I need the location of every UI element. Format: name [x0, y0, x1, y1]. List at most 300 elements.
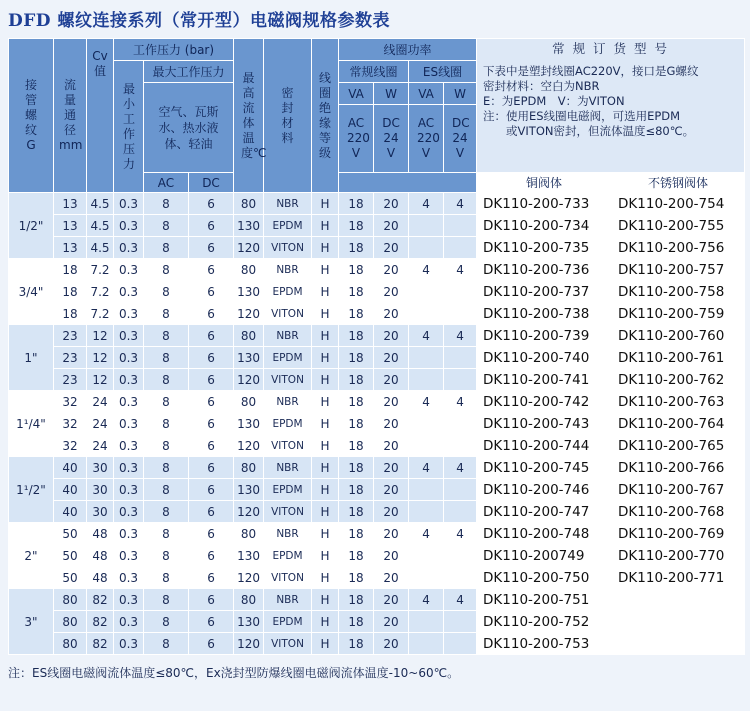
cell-cv: 4.5	[87, 215, 114, 237]
brass-model-cell: DK110-200-746	[477, 479, 612, 501]
cell-min: 0.3	[114, 413, 144, 435]
cell-cv: 82	[87, 611, 114, 633]
cell-va: 18	[339, 237, 374, 259]
cell-dn: 18	[54, 281, 87, 303]
cell-va: 18	[339, 215, 374, 237]
header-temp: 最高流体温度℃	[234, 39, 264, 193]
cell-min: 0.3	[114, 237, 144, 259]
table-row	[9, 215, 745, 237]
cell-w: 20	[374, 501, 409, 523]
cell-seal: VITON	[264, 237, 312, 259]
cell-va: 18	[339, 325, 374, 347]
cell-es-w: 4	[444, 325, 477, 347]
cell-min: 0.3	[114, 457, 144, 479]
brass-model-cell: DK110-200-744	[477, 435, 612, 457]
cell-es-w	[444, 347, 477, 369]
header-ac220: AC 220 V	[339, 105, 374, 173]
cell-cv: 4.5	[87, 193, 114, 215]
cell-dn: 13	[54, 237, 87, 259]
cell-dc: 6	[189, 347, 234, 369]
cell-ins: H	[312, 303, 339, 325]
cell-va: 18	[339, 523, 374, 545]
cell-seal: NBR	[264, 457, 312, 479]
header-dc: DC	[189, 173, 234, 193]
cell-cv: 48	[87, 523, 114, 545]
brass-model-cell: DK110-200-745	[477, 457, 612, 479]
cell-cv: 24	[87, 391, 114, 413]
cell-es-va	[409, 567, 444, 589]
order-note-2: 密封材料：空白为NBR	[483, 79, 600, 93]
brass-model-cell: DK110-200-734	[477, 215, 612, 237]
stainless-model-cell: DK110-200-764	[612, 413, 745, 435]
cell-es-va: 4	[409, 259, 444, 281]
cell-temp: 130	[234, 215, 264, 237]
cell-min: 0.3	[114, 567, 144, 589]
order-description	[477, 39, 745, 173]
cell-cv: 82	[87, 589, 114, 611]
cell-seal: EPDM	[264, 611, 312, 633]
cell-temp: 120	[234, 567, 264, 589]
cell-cv: 7.2	[87, 281, 114, 303]
brass-model-cell: DK110-200-748	[477, 523, 612, 545]
cell-temp: 120	[234, 501, 264, 523]
cell-es-w: 4	[444, 589, 477, 611]
cell-temp: 80	[234, 193, 264, 215]
cell-dn: 23	[54, 347, 87, 369]
cell-es-va	[409, 215, 444, 237]
cell-seal: NBR	[264, 325, 312, 347]
cell-es-w: 4	[444, 391, 477, 413]
brass-model-cell: DK110-200-737	[477, 281, 612, 303]
cell-min: 0.3	[114, 215, 144, 237]
table-header	[9, 39, 745, 193]
order-note-1: 下表中是塑封线圈AC220V，接口是G螺纹	[483, 64, 699, 78]
cell-ac: 8	[144, 567, 189, 589]
cell-w: 20	[374, 457, 409, 479]
cell-es-va	[409, 303, 444, 325]
cell-min: 0.3	[114, 501, 144, 523]
cell-ins: H	[312, 347, 339, 369]
cell-ins: H	[312, 281, 339, 303]
table-row	[9, 391, 745, 413]
cell-w: 20	[374, 259, 409, 281]
table-row	[9, 633, 745, 655]
cell-cv: 48	[87, 567, 114, 589]
cell-ins: H	[312, 259, 339, 281]
header-max-pressure: 最大工作压力	[144, 61, 234, 83]
cell-temp: 130	[234, 413, 264, 435]
cell-dn: 23	[54, 325, 87, 347]
cell-cv: 7.2	[87, 259, 114, 281]
cell-va: 18	[339, 545, 374, 567]
header-ac: AC	[144, 173, 189, 193]
cell-temp: 130	[234, 281, 264, 303]
cell-ac: 8	[144, 193, 189, 215]
stainless-model-cell: DK110-200-763	[612, 391, 745, 413]
cell-w: 20	[374, 325, 409, 347]
cell-es-w: 4	[444, 523, 477, 545]
cell-es-va	[409, 479, 444, 501]
table-row	[9, 413, 745, 435]
cell-cv: 24	[87, 413, 114, 435]
cell-es-va	[409, 347, 444, 369]
stainless-model-cell: DK110-200-767	[612, 479, 745, 501]
cell-temp: 80	[234, 325, 264, 347]
cell-dn: 40	[54, 479, 87, 501]
cell-es-va: 4	[409, 589, 444, 611]
cell-cv: 12	[87, 325, 114, 347]
spec-table	[8, 38, 745, 655]
cell-ins: H	[312, 501, 339, 523]
cell-min: 0.3	[114, 325, 144, 347]
cell-ac: 8	[144, 369, 189, 391]
cell-min: 0.3	[114, 479, 144, 501]
table-row	[9, 567, 745, 589]
cell-min: 0.3	[114, 369, 144, 391]
cell-temp: 120	[234, 369, 264, 391]
brass-model-cell: DK110-200-740	[477, 347, 612, 369]
cell-es-va	[409, 281, 444, 303]
cell-temp: 130	[234, 347, 264, 369]
cell-ac: 8	[144, 501, 189, 523]
cell-es-w	[444, 545, 477, 567]
header-standard-coil: 常规线圈	[339, 61, 409, 83]
cell-es-va	[409, 545, 444, 567]
table-row	[9, 369, 745, 391]
table-row	[9, 589, 745, 611]
cell-w: 20	[374, 369, 409, 391]
cell-temp: 120	[234, 633, 264, 655]
header-w: W	[374, 83, 409, 105]
cell-es-va	[409, 413, 444, 435]
header-es-coil: ES线圈	[409, 61, 477, 83]
cell-es-w	[444, 567, 477, 589]
cell-seal: EPDM	[264, 347, 312, 369]
header-thread: 接管螺纹G	[9, 39, 54, 193]
cell-va: 18	[339, 457, 374, 479]
cell-ins: H	[312, 325, 339, 347]
cell-es-w	[444, 413, 477, 435]
cell-va: 18	[339, 435, 374, 457]
thread-size-cell: 1¹/4"	[9, 391, 54, 457]
cell-ins: H	[312, 369, 339, 391]
header-diameter: 流量通径mm	[54, 39, 87, 193]
cell-temp: 80	[234, 457, 264, 479]
stainless-model-cell	[612, 589, 745, 611]
cell-seal: NBR	[264, 193, 312, 215]
cell-es-w	[444, 479, 477, 501]
cell-min: 0.3	[114, 303, 144, 325]
header-blank	[339, 173, 477, 193]
cell-ac: 8	[144, 347, 189, 369]
cell-dc: 6	[189, 479, 234, 501]
brass-model-cell: DK110-200-736	[477, 259, 612, 281]
cell-dn: 80	[54, 611, 87, 633]
cell-dc: 6	[189, 193, 234, 215]
stainless-model-cell: DK110-200-769	[612, 523, 745, 545]
cell-ins: H	[312, 391, 339, 413]
cell-es-w: 4	[444, 457, 477, 479]
cell-cv: 12	[87, 369, 114, 391]
cell-dc: 6	[189, 369, 234, 391]
cell-es-va: 4	[409, 391, 444, 413]
cell-ins: H	[312, 633, 339, 655]
cell-seal: VITON	[264, 435, 312, 457]
cell-w: 20	[374, 435, 409, 457]
stainless-model-cell: DK110-200-766	[612, 457, 745, 479]
cell-min: 0.3	[114, 259, 144, 281]
cell-dn: 32	[54, 391, 87, 413]
cell-seal: NBR	[264, 391, 312, 413]
cell-seal: EPDM	[264, 281, 312, 303]
cell-dc: 6	[189, 303, 234, 325]
brass-model-cell: DK110-200-753	[477, 633, 612, 655]
cell-w: 20	[374, 413, 409, 435]
cell-va: 18	[339, 479, 374, 501]
cell-temp: 80	[234, 589, 264, 611]
cell-temp: 80	[234, 523, 264, 545]
cell-min: 0.3	[114, 611, 144, 633]
stainless-model-cell: DK110-200-759	[612, 303, 745, 325]
stainless-model-cell: DK110-200-760	[612, 325, 745, 347]
brass-model-cell: DK110-200-735	[477, 237, 612, 259]
cell-seal: NBR	[264, 259, 312, 281]
cell-cv: 48	[87, 545, 114, 567]
cell-seal: NBR	[264, 589, 312, 611]
cell-w: 20	[374, 237, 409, 259]
cell-es-w	[444, 435, 477, 457]
cell-seal: VITON	[264, 369, 312, 391]
cell-dn: 50	[54, 567, 87, 589]
cell-w: 20	[374, 303, 409, 325]
cell-es-w	[444, 369, 477, 391]
brass-model-cell: DK110-200-751	[477, 589, 612, 611]
cell-ac: 8	[144, 479, 189, 501]
cell-min: 0.3	[114, 523, 144, 545]
brass-model-cell: DK110-200-750	[477, 567, 612, 589]
cell-w: 20	[374, 523, 409, 545]
cell-es-va: 4	[409, 523, 444, 545]
cell-temp: 80	[234, 259, 264, 281]
cell-ac: 8	[144, 281, 189, 303]
cell-dn: 18	[54, 259, 87, 281]
thread-size-cell: 2"	[9, 523, 54, 589]
stainless-model-cell: DK110-200-756	[612, 237, 745, 259]
thread-size-cell: 1/2"	[9, 193, 54, 259]
cell-es-w: 4	[444, 259, 477, 281]
cell-dn: 18	[54, 303, 87, 325]
header-stainless: 不锈钢阀体	[612, 173, 745, 193]
cell-dc: 6	[189, 501, 234, 523]
cell-dn: 40	[54, 501, 87, 523]
cell-min: 0.3	[114, 193, 144, 215]
header-cv: Cv值	[87, 39, 114, 193]
stainless-model-cell: DK110-200-754	[612, 193, 745, 215]
cell-dc: 6	[189, 589, 234, 611]
order-note-3: E：为EPDM V：为VITON	[483, 94, 625, 108]
header-va: VA	[339, 83, 374, 105]
cell-es-w: 4	[444, 193, 477, 215]
stainless-model-cell: DK110-200-768	[612, 501, 745, 523]
cell-va: 18	[339, 347, 374, 369]
cell-ac: 8	[144, 237, 189, 259]
cell-dc: 6	[189, 457, 234, 479]
cell-es-w	[444, 501, 477, 523]
page-title: DFD 螺纹连接系列（常开型）电磁阀规格参数表	[8, 11, 390, 31]
cell-cv: 30	[87, 501, 114, 523]
cell-ins: H	[312, 567, 339, 589]
cell-w: 20	[374, 281, 409, 303]
cell-temp: 120	[234, 303, 264, 325]
cell-es-w	[444, 281, 477, 303]
brass-model-cell: DK110-200749	[477, 545, 612, 567]
header-pressure: 工作压力 (bar)	[114, 39, 234, 61]
cell-ac: 8	[144, 303, 189, 325]
order-note-4: 注：使用ES线圈电磁阀，可选用EPDM	[483, 109, 681, 123]
cell-ins: H	[312, 413, 339, 435]
header-coil-power: 线圈功率	[339, 39, 477, 61]
cell-va: 18	[339, 281, 374, 303]
cell-dc: 6	[189, 259, 234, 281]
table-row	[9, 347, 745, 369]
cell-dc: 6	[189, 633, 234, 655]
cell-ac: 8	[144, 523, 189, 545]
cell-dc: 6	[189, 435, 234, 457]
cell-es-va: 4	[409, 325, 444, 347]
footnote: 注：ES线圈电磁阀流体温度≤80℃，Ex浇封型防爆线圈电磁阀流体温度-10~60℃。	[8, 666, 460, 680]
cell-dc: 6	[189, 545, 234, 567]
cell-dn: 13	[54, 215, 87, 237]
cell-dc: 6	[189, 237, 234, 259]
cell-va: 18	[339, 369, 374, 391]
cell-es-w	[444, 237, 477, 259]
stainless-model-cell: DK110-200-761	[612, 347, 745, 369]
cell-va: 18	[339, 611, 374, 633]
table-row	[9, 611, 745, 633]
cell-ac: 8	[144, 259, 189, 281]
cell-es-w	[444, 215, 477, 237]
stainless-model-cell: DK110-200-770	[612, 545, 745, 567]
cell-dn: 80	[54, 589, 87, 611]
cell-min: 0.3	[114, 633, 144, 655]
brass-model-cell: DK110-200-741	[477, 369, 612, 391]
cell-ac: 8	[144, 633, 189, 655]
header-brass: 铜阀体	[477, 173, 612, 193]
cell-ins: H	[312, 237, 339, 259]
cell-va: 18	[339, 589, 374, 611]
cell-dc: 6	[189, 391, 234, 413]
brass-model-cell: DK110-200-743	[477, 413, 612, 435]
cell-seal: EPDM	[264, 413, 312, 435]
cell-ac: 8	[144, 413, 189, 435]
cell-ins: H	[312, 215, 339, 237]
cell-ac: 8	[144, 545, 189, 567]
cell-ins: H	[312, 589, 339, 611]
header-min-pressure: 最小工作压力	[114, 61, 144, 193]
stainless-model-cell: DK110-200-771	[612, 567, 745, 589]
cell-dn: 32	[54, 413, 87, 435]
cell-ins: H	[312, 457, 339, 479]
stainless-model-cell: DK110-200-762	[612, 369, 745, 391]
thread-size-cell: 1"	[9, 325, 54, 391]
cell-ins: H	[312, 611, 339, 633]
stainless-model-cell	[612, 633, 745, 655]
stainless-model-cell: DK110-200-758	[612, 281, 745, 303]
header-es-ac220: AC 220 V	[409, 105, 444, 173]
cell-dc: 6	[189, 281, 234, 303]
cell-temp: 130	[234, 611, 264, 633]
cell-w: 20	[374, 611, 409, 633]
cell-va: 18	[339, 259, 374, 281]
table-row	[9, 325, 745, 347]
cell-w: 20	[374, 545, 409, 567]
brass-model-cell: DK110-200-752	[477, 611, 612, 633]
cell-ins: H	[312, 193, 339, 215]
cell-dn: 13	[54, 193, 87, 215]
cell-temp: 120	[234, 237, 264, 259]
cell-w: 20	[374, 479, 409, 501]
cell-w: 20	[374, 215, 409, 237]
cell-dn: 50	[54, 523, 87, 545]
cell-min: 0.3	[114, 435, 144, 457]
cell-dn: 80	[54, 633, 87, 655]
cell-ins: H	[312, 435, 339, 457]
cell-seal: VITON	[264, 501, 312, 523]
cell-seal: NBR	[264, 523, 312, 545]
cell-va: 18	[339, 193, 374, 215]
cell-va: 18	[339, 567, 374, 589]
table-row	[9, 501, 745, 523]
cell-seal: EPDM	[264, 479, 312, 501]
cell-dn: 50	[54, 545, 87, 567]
table-row	[9, 479, 745, 501]
stainless-model-cell	[612, 611, 745, 633]
cell-dc: 6	[189, 523, 234, 545]
table-row	[9, 545, 745, 567]
table-row	[9, 523, 745, 545]
cell-va: 18	[339, 633, 374, 655]
cell-cv: 30	[87, 479, 114, 501]
table-body	[9, 193, 745, 655]
stainless-model-cell: DK110-200-757	[612, 259, 745, 281]
cell-es-va	[409, 611, 444, 633]
cell-ac: 8	[144, 611, 189, 633]
cell-cv: 12	[87, 347, 114, 369]
cell-ins: H	[312, 523, 339, 545]
cell-ac: 8	[144, 391, 189, 413]
cell-dc: 6	[189, 215, 234, 237]
cell-es-w	[444, 633, 477, 655]
cell-es-va	[409, 237, 444, 259]
cell-ac: 8	[144, 457, 189, 479]
cell-dc: 6	[189, 413, 234, 435]
cell-ac: 8	[144, 435, 189, 457]
cell-ac: 8	[144, 325, 189, 347]
cell-w: 20	[374, 633, 409, 655]
cell-seal: VITON	[264, 567, 312, 589]
cell-min: 0.3	[114, 391, 144, 413]
table-row	[9, 237, 745, 259]
cell-cv: 7.2	[87, 303, 114, 325]
stainless-model-cell: DK110-200-765	[612, 435, 745, 457]
cell-dn: 32	[54, 435, 87, 457]
cell-cv: 24	[87, 435, 114, 457]
cell-ac: 8	[144, 589, 189, 611]
table-row	[9, 259, 745, 281]
cell-cv: 30	[87, 457, 114, 479]
cell-min: 0.3	[114, 281, 144, 303]
cell-es-w	[444, 303, 477, 325]
